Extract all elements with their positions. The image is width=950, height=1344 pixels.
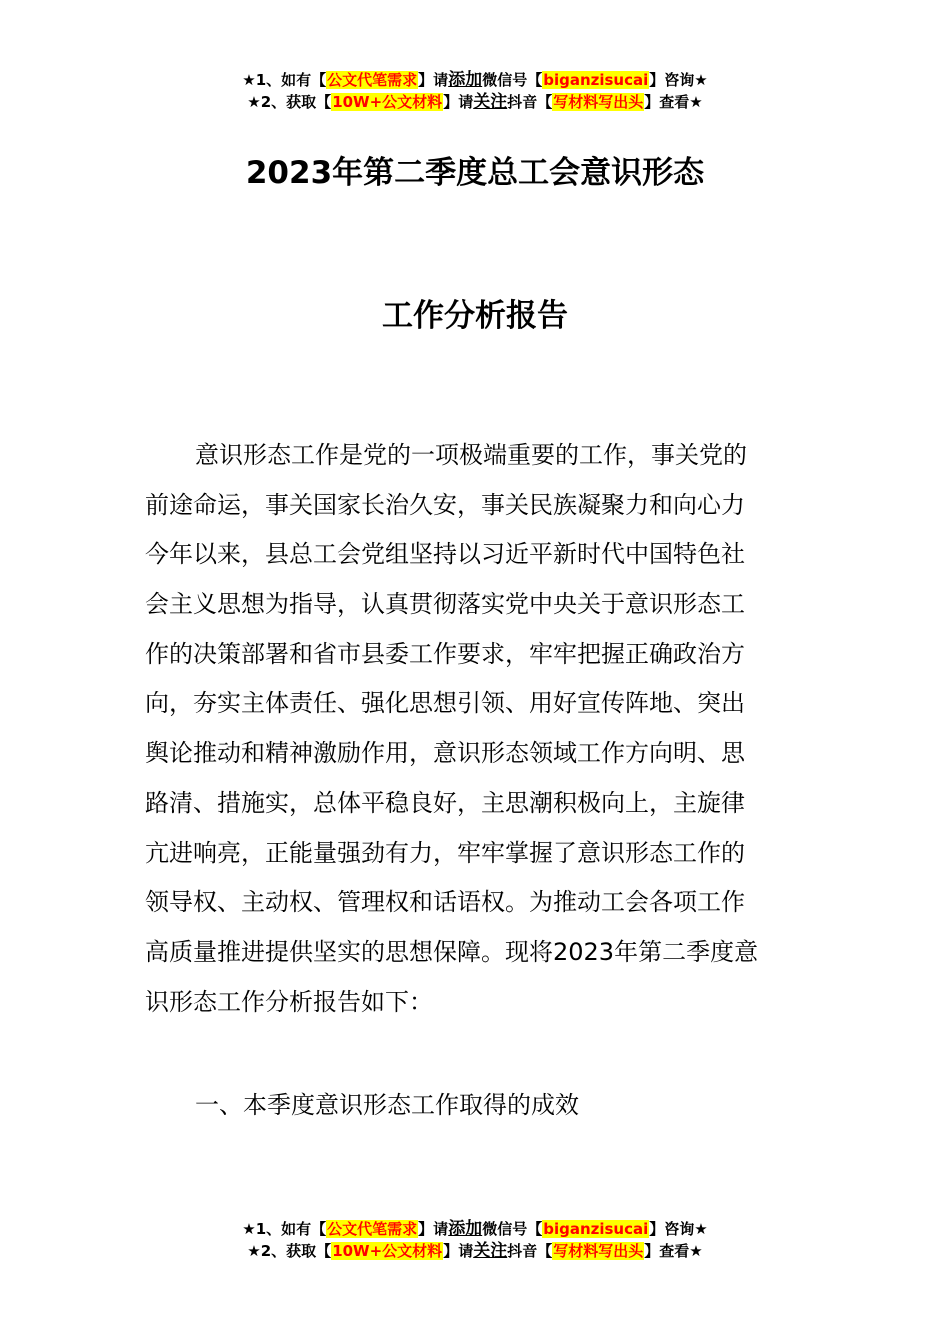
paragraph-line: 向，夯实主体责任、强化思想引领、用好宣传阵地、突出 (145, 689, 745, 718)
banner-text: 抖音【 (507, 93, 553, 111)
document-title-line-2: 工作分析报告 (382, 298, 568, 334)
banner-text: 】咨询★ (649, 71, 708, 89)
body-paragraph (145, 431, 810, 1027)
banner-text: 】请 (418, 1220, 449, 1238)
banner-line-2 (0, 92, 950, 114)
banner-line-1 (0, 70, 950, 92)
highlight-douyin-id: 写材料写出头 (553, 93, 644, 111)
document-title-line-1: 2023年第二季度总工会意识形态 (245, 155, 705, 191)
highlight-materials: 10W+公文材料 (332, 93, 443, 111)
bottom-banner (0, 1219, 950, 1263)
banner-text: ★2、获取【 (247, 1242, 332, 1260)
highlight-service: 公文代笔需求 (327, 71, 418, 89)
paragraph-line: 会主义思想为指导，认真贯彻落实党中央关于意识形态工 (145, 590, 745, 619)
paragraph-line: 今年以来，县总工会党组坚持以习近平新时代中国特色社 (145, 540, 745, 569)
paragraph-line: 意识形态工作是党的一项极端重要的工作，事关党的 (195, 441, 747, 469)
paragraph-line: 作的决策部署和省市县委工作要求，牢牢把握正确政治方 (145, 639, 745, 668)
highlight-service: 公文代笔需求 (327, 1220, 418, 1238)
paragraph-line: 识形态工作分析报告如下： (145, 987, 433, 1016)
banner-text: 】请 (418, 71, 449, 89)
paragraph-line: 高质量推进提供坚实的思想保障。现将2023年第二季度意 (145, 937, 759, 966)
paragraph-line: 路清、措施实，总体平稳良好，主思潮积极向上，主旋律 (145, 788, 745, 817)
banner-line-1 (0, 1219, 950, 1241)
highlight-douyin-id: 写材料写出头 (553, 1242, 644, 1260)
highlight-wechat-id: biganzisucai (543, 1220, 649, 1238)
banner-text: ★1、如有【 (242, 71, 327, 89)
banner-text: ★2、获取【 (247, 93, 332, 111)
underlined-text: 关注 (473, 92, 508, 112)
top-banner (0, 70, 950, 114)
banner-text: 】查看★ (644, 93, 703, 111)
banner-line-2 (0, 1241, 950, 1263)
paragraph-line: 舆论推动和精神激励作用，意识形态领域工作方向明、思 (145, 739, 745, 768)
highlight-wechat-id: biganzisucai (543, 71, 649, 89)
section-heading: 一、本季度意识形态工作取得的成效 (195, 1091, 579, 1119)
banner-text: 微信号【 (482, 71, 543, 89)
paragraph-line: 领导权、主动权、管理权和话语权。为推动工会各项工作 (145, 888, 745, 917)
underlined-text: 添加 (448, 1219, 483, 1239)
banner-text: 】咨询★ (649, 1220, 708, 1238)
banner-text: 】查看★ (644, 1242, 703, 1260)
underlined-text: 关注 (473, 1241, 508, 1261)
banner-text: 微信号【 (482, 1220, 543, 1238)
paragraph-line: 亢进响亮，正能量强劲有力，牢牢掌握了意识形态工作的 (145, 838, 745, 867)
underlined-text: 添加 (448, 70, 483, 90)
banner-text: 】请 (443, 93, 474, 111)
highlight-materials: 10W+公文材料 (332, 1242, 443, 1260)
banner-text: 抖音【 (507, 1242, 553, 1260)
banner-text: 】请 (443, 1242, 474, 1260)
banner-text: ★1、如有【 (242, 1220, 327, 1238)
paragraph-line: 前途命运，事关国家长治久安，事关民族凝聚力和向心力 (145, 490, 745, 519)
